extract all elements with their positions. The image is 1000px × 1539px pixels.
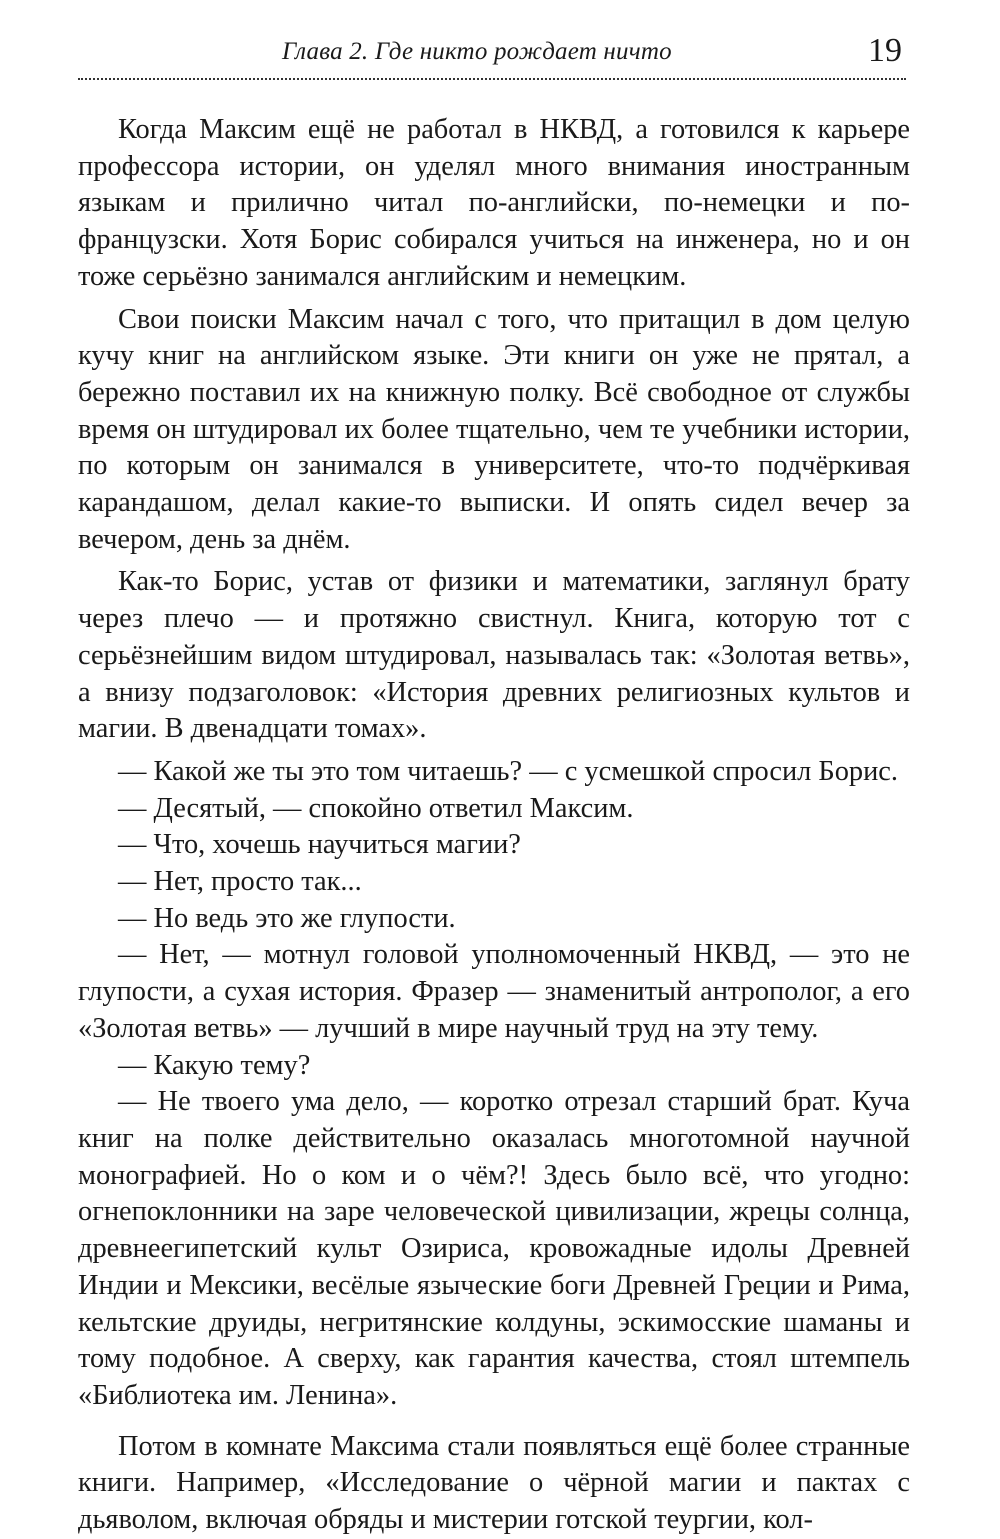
paragraph: Как-то Борис, устав от физики и математики, заглянул брату через плечо — и протяжно свистнул. Книга, которую тот с серьёзнейшим видом штудировал, называлась так: «Золотая ветвь», а внизу подзаголовок: «История древних религиозных культов и магии. В двенадцати томах». bbox=[78, 566, 910, 745]
running-header bbox=[78, 30, 906, 80]
dialogue-line: — Десятый, — спокойно ответил Максим. bbox=[118, 792, 634, 824]
dialogue-line: — Какую тему? bbox=[118, 1049, 311, 1081]
chapter-title: Глава 2. Где никто рождает ничто bbox=[282, 38, 672, 65]
dialogue-line: — Но ведь это же глупости. bbox=[118, 902, 456, 934]
dialogue-line: — Не твоего ума дело, — коротко отрезал старший брат. Куча книг на полке действительно оказалась многотомной научной монографией. Но о ком и о чём?! Здесь было всё, что угодно: огнепоклонники на заре человеческой цивилизации, жрецы солнца, древнеегипетский культ Озириса, кровожадные идолы Древней Индии и Мексики, весёлые языческие боги Древней Греции и Рима, кельтские друиды, негритянские колдуны, эскимосские шаманы и тому подобное. А сверху, как гарантия качества, стоял штемпель «Библиотека им. Ленина». bbox=[78, 1086, 910, 1411]
page-number: 19 bbox=[868, 32, 902, 69]
paragraph: Когда Максим ещё не работал в НКВД, а готовился к карьере профессора истории, он уделял много внимания иностранным языкам и прилично читал по-английски, по-немецки и по-французски. Хотя Борис собирался учиться на инженера, но и он тоже серьёзно занимался английским и немецким. bbox=[78, 114, 910, 292]
dialogue-line: — Нет, — мотнул головой уполномоченный НКВД, — это не глупости, а сухая история. Фразер — знаменитый антрополог, а его «Золотая ветвь» — лучший в мире научный труд на эту тему. bbox=[78, 939, 910, 1044]
paragraph: Потом в комнате Максима стали появляться ещё более странные книги. Например, «Исследование о чёрной магии и пактах с дьяволом, включая обряды и мистерии готской теургии, кол- bbox=[78, 1430, 910, 1536]
body-text bbox=[78, 112, 910, 1539]
dialogue-line: — Какой же ты это том читаешь? — с усмешкой спросил Борис. bbox=[118, 755, 898, 787]
paragraph: Свои поиски Максим начал с того, что притащил в дом целую кучу книг на английском языке. Эти книги он уже не прятал, а бережно поставил их на книжную полку. Всё свободное от службы время он штудировал их более тщательно, чем те учебники истории, по которым он занимался в университете, что-то подчёркивая карандашом, делал какие-то выписки. И опять сидел вечер за вечером, день за днём. bbox=[78, 303, 910, 555]
dialogue-line: — Нет, просто так... bbox=[118, 866, 362, 898]
dialogue-line: — Что, хочешь научиться магии? bbox=[118, 829, 521, 861]
